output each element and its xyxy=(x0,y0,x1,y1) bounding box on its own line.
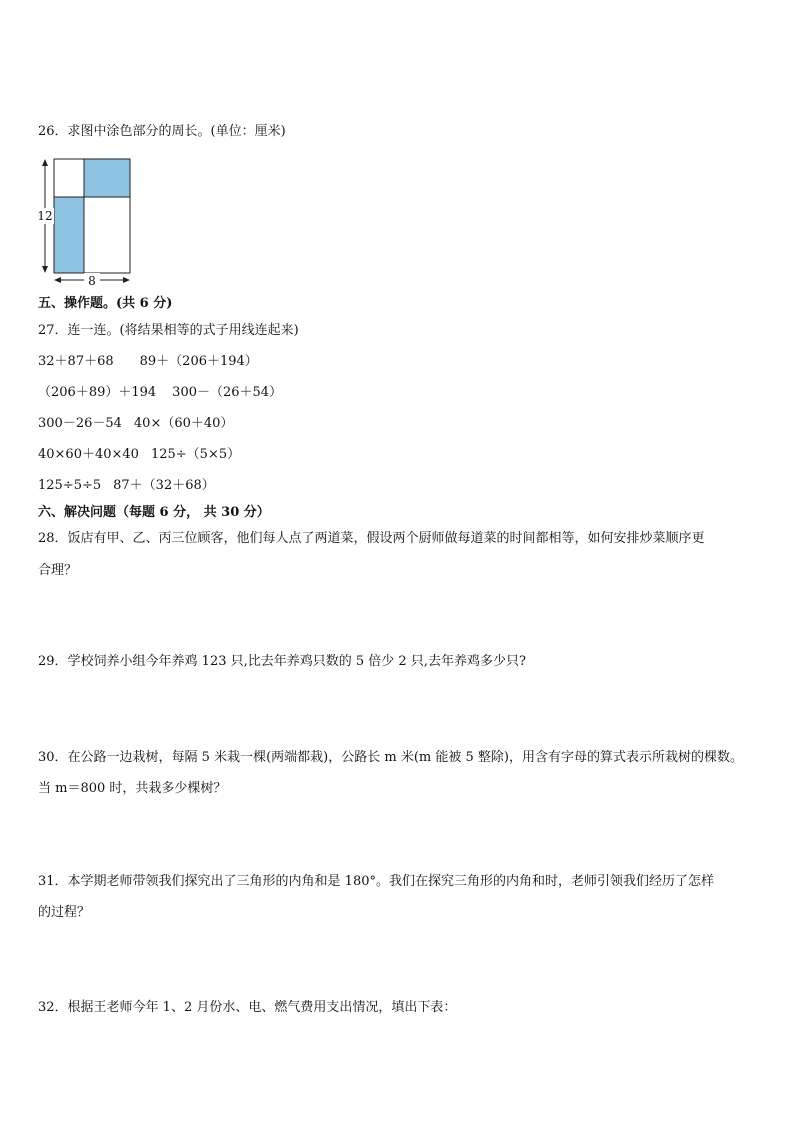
q27-right-expression: 87＋（32＋68） xyxy=(113,478,215,493)
q31-line-2: 的过程？ xyxy=(38,905,91,920)
q30-line-1: 30．在公路一边栽树，每隔 5 米栽一棵(两端都栽)，公路长 m 米(m 能被 5 整除)，用含有字母的算式表示所栽树的棵数。 xyxy=(38,750,743,765)
q27-left-expression: 32＋87＋68 xyxy=(38,354,114,369)
shaded-top-right xyxy=(84,159,130,197)
arrow-right-icon xyxy=(123,277,130,283)
q27-right-expression: 40×（60＋40） xyxy=(133,416,234,431)
q27-row-2 xyxy=(38,385,282,401)
q27-right-expression: 125÷（5×5） xyxy=(150,447,241,462)
q28-line-1: 28．饭店有甲、乙、丙三位顾客，他们每人点了两道菜，假设两个厨师做每道菜的时间都相等，如何安排炒菜顺序更 xyxy=(38,531,705,546)
arrow-up-icon xyxy=(42,159,48,166)
height-label: 12 xyxy=(37,209,53,223)
shaded-bottom-left xyxy=(54,197,84,273)
width-label: 8 xyxy=(88,274,96,288)
section6-title: 六、解决问题（每题 6 分， 共 30 分） xyxy=(38,505,270,520)
q27-text: 27．连一连。(将结果相等的式子用线连起来) xyxy=(38,323,299,338)
q29-text: 29．学校饲养小组今年养鸡 123 只,比去年养鸡只数的 5 倍少 2 只,去年养鸡多少只? xyxy=(38,654,526,669)
q28-line-2: 合理？ xyxy=(38,563,78,578)
q27-left-expression: 300－26－54 xyxy=(38,416,122,431)
q27-row-1 xyxy=(38,354,258,370)
q27-row-4 xyxy=(38,447,240,463)
arrow-left-icon xyxy=(54,277,61,283)
q30-line-2: 当 m＝800 时，共栽多少棵树？ xyxy=(38,781,227,796)
q27-left-expression: （206＋89）＋194 xyxy=(38,385,157,400)
q27-row-3 xyxy=(38,416,233,432)
arrow-down-icon xyxy=(42,266,48,273)
rectangle-diagram xyxy=(34,156,138,288)
q27-right-expression: 300－（26＋54） xyxy=(172,385,283,400)
q26-figure xyxy=(34,156,138,288)
q31-line-1: 31．本学期老师带领我们探究出了三角形的内角和是 180°。我们在探究三角形的内角和时，老师引领我们经历了怎样 xyxy=(38,874,714,889)
q26-text: 26．求图中涂色部分的周长。(单位：厘米) xyxy=(38,124,286,139)
q32-text: 32．根据王老师今年 1、2 月份水、电、燃气费用支出情况，填出下表： xyxy=(38,1000,457,1015)
q27-right-expression: 89＋（206＋194） xyxy=(139,354,258,369)
section5-title: 五、操作题。(共 6 分) xyxy=(38,296,173,311)
q27-left-expression: 40×60＋40×40 xyxy=(38,447,139,462)
q27-left-expression: 125÷5÷5 xyxy=(38,478,102,493)
q27-row-5 xyxy=(38,478,215,494)
